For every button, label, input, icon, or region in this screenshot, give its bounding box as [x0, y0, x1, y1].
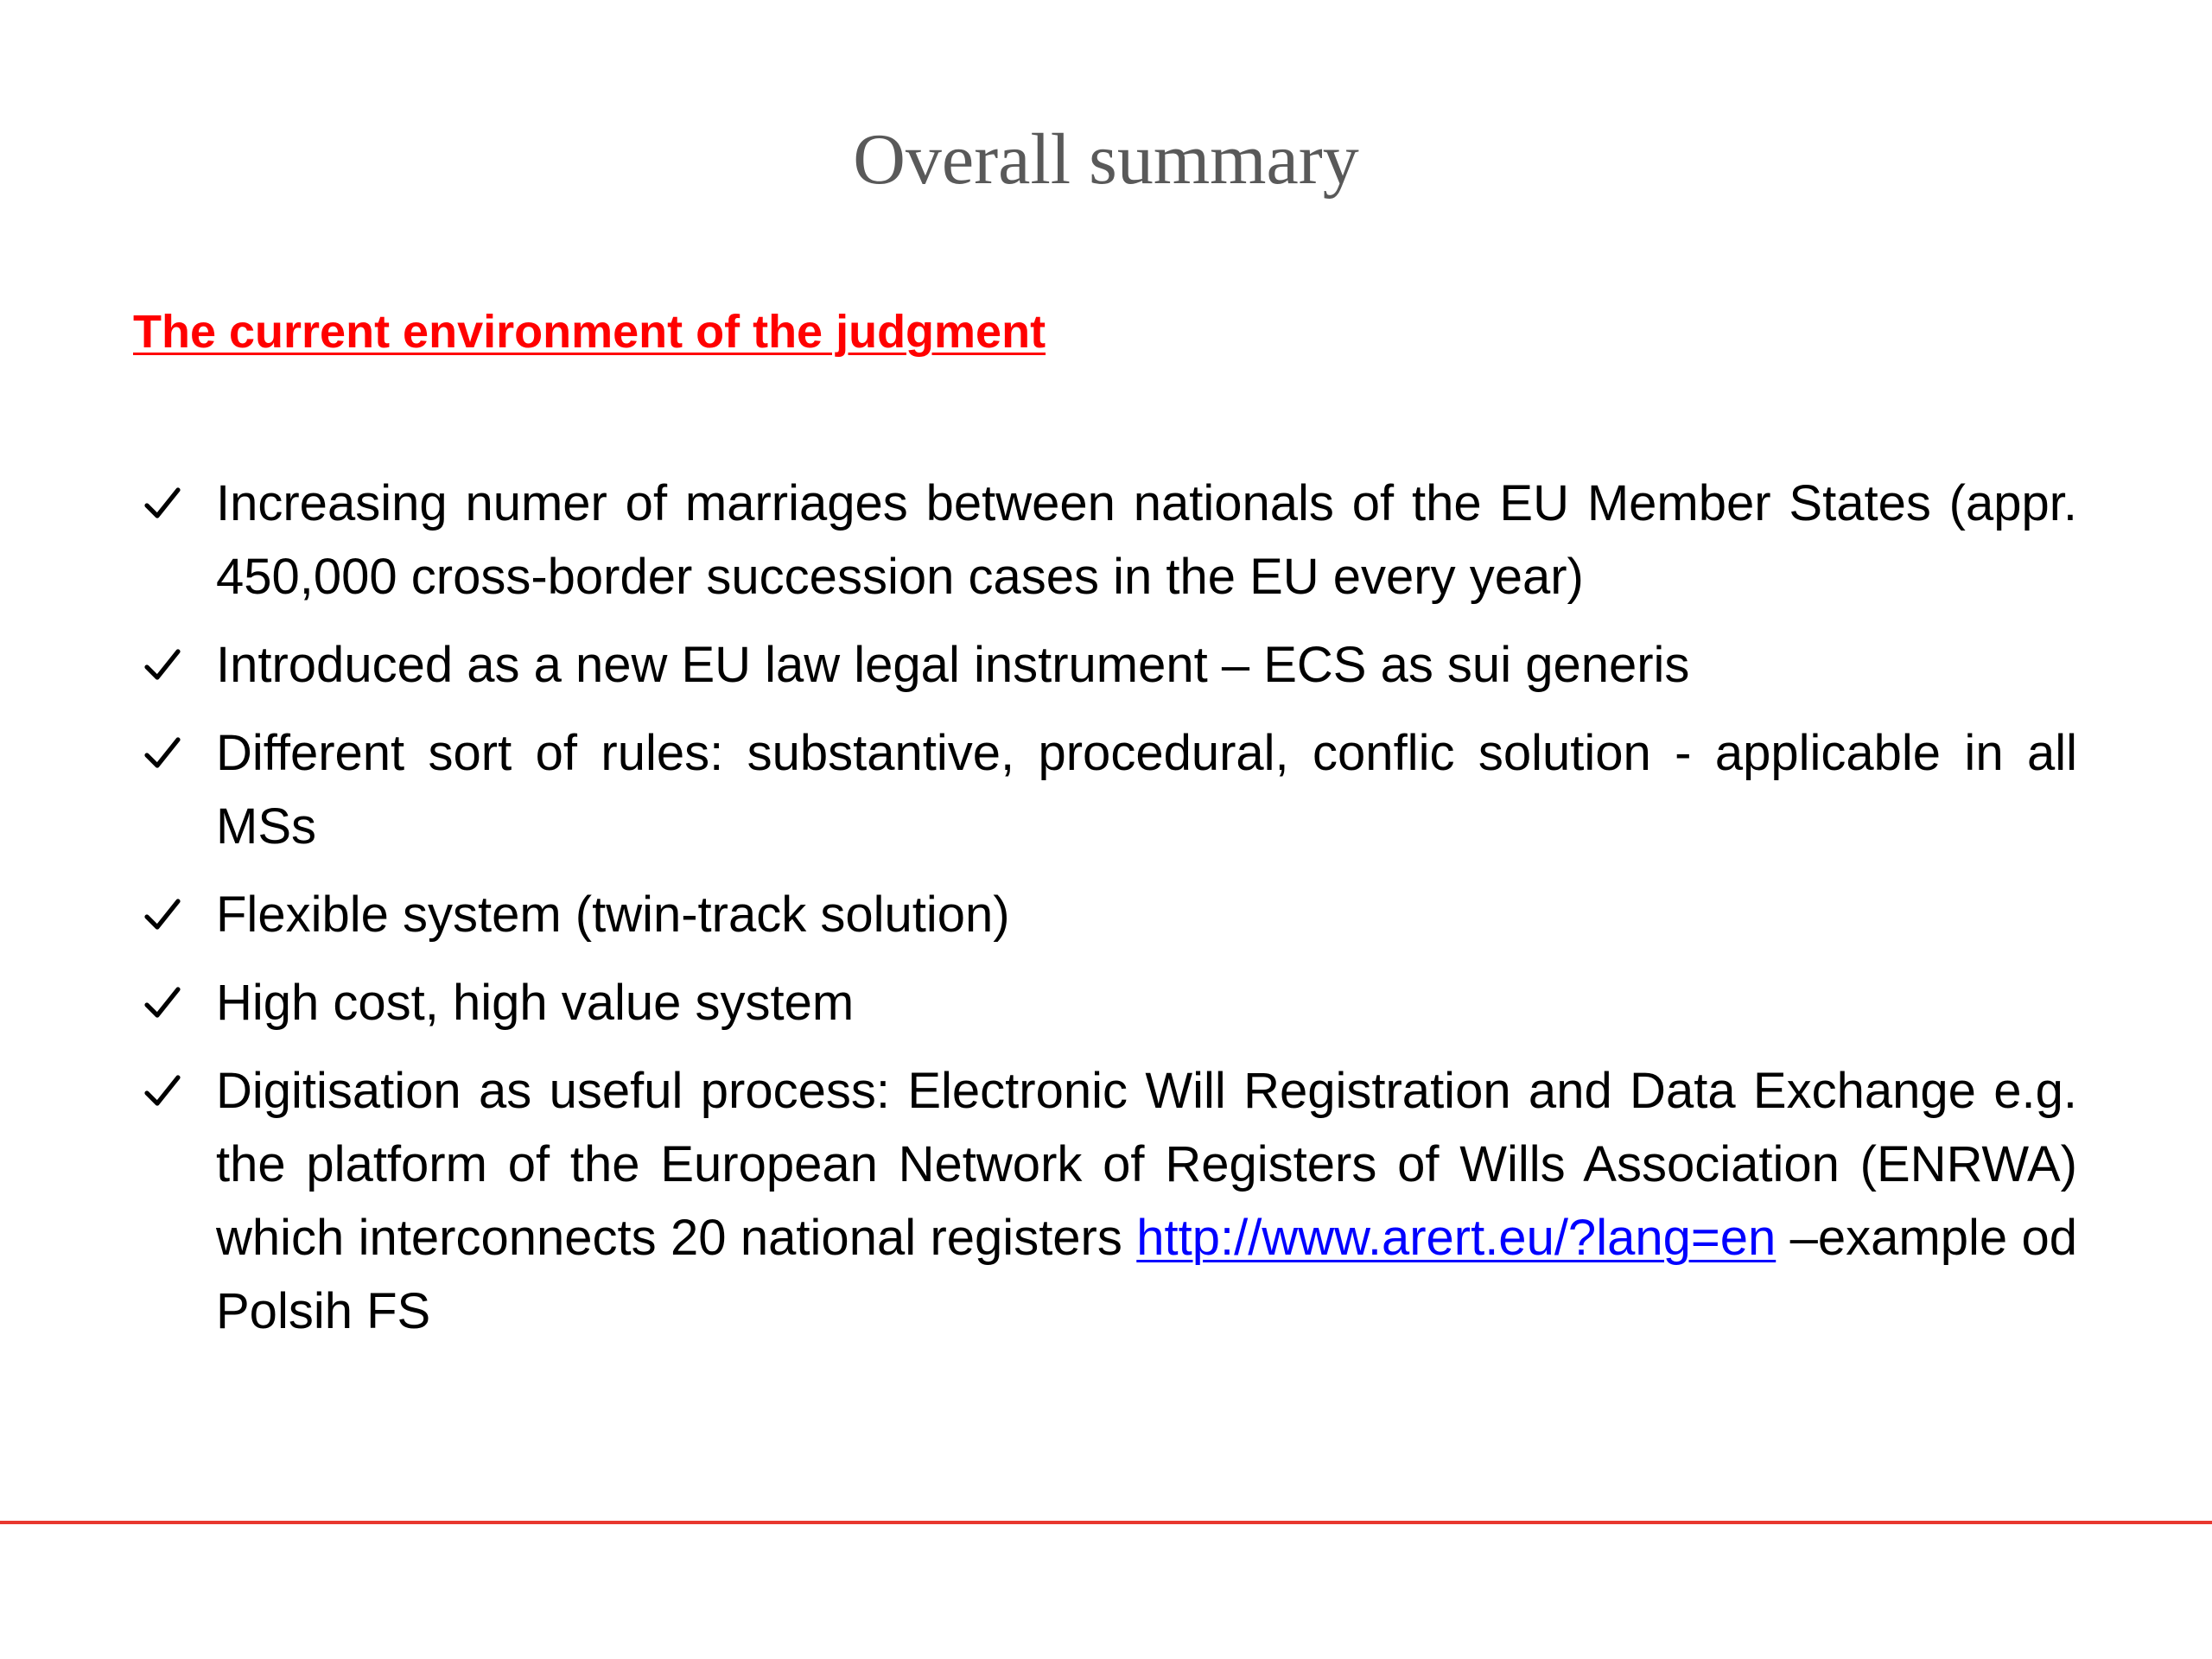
- list-item: [130, 966, 2077, 1039]
- bullet-suffix: –example od Polsih FS: [216, 1210, 2078, 1339]
- checkmark-icon: [137, 878, 188, 951]
- bullet-text: Introduced as a new EU law legal instrument – ECS as sui generis: [216, 637, 1690, 693]
- checkmark-icon: [137, 467, 188, 540]
- enrwa-link[interactable]: http://www.arert.eu/?lang=en: [1136, 1210, 1777, 1266]
- bullet-text: High cost, high value system: [216, 975, 855, 1031]
- checkmark-icon: [137, 1054, 188, 1128]
- bullet-list: [130, 467, 2077, 1363]
- list-item: [130, 878, 2077, 951]
- list-item: [130, 467, 2077, 613]
- section-heading: The current environment of the judgment: [133, 306, 1046, 358]
- checkmark-icon: [137, 628, 188, 702]
- bullet-text: Different sort of rules: substantive, procedural, conflic solution - applicable in all MSs: [216, 725, 2077, 855]
- bullet-text: Increasing numer of marriages between nationals of the EU Member States (appr. 450,000 cross-border succession cases in the EU every year): [216, 475, 2077, 605]
- list-item: [130, 628, 2077, 702]
- bullet-text: Digitisation as useful process: Electronic Will Registration and Data Exchange e.g. the platform of the European Network of Registers of Wills Association (ENRWA) which interconnects 20 national registers: [216, 1063, 2077, 1266]
- footer-divider: [0, 1521, 2212, 1524]
- list-item: [130, 716, 2077, 863]
- bullet-text: Flexible system (twin-track solution): [216, 887, 1010, 943]
- list-item: [130, 1054, 2077, 1348]
- slide-title: Overall summary: [853, 119, 1359, 200]
- checkmark-icon: [137, 966, 188, 1039]
- checkmark-icon: [137, 716, 188, 790]
